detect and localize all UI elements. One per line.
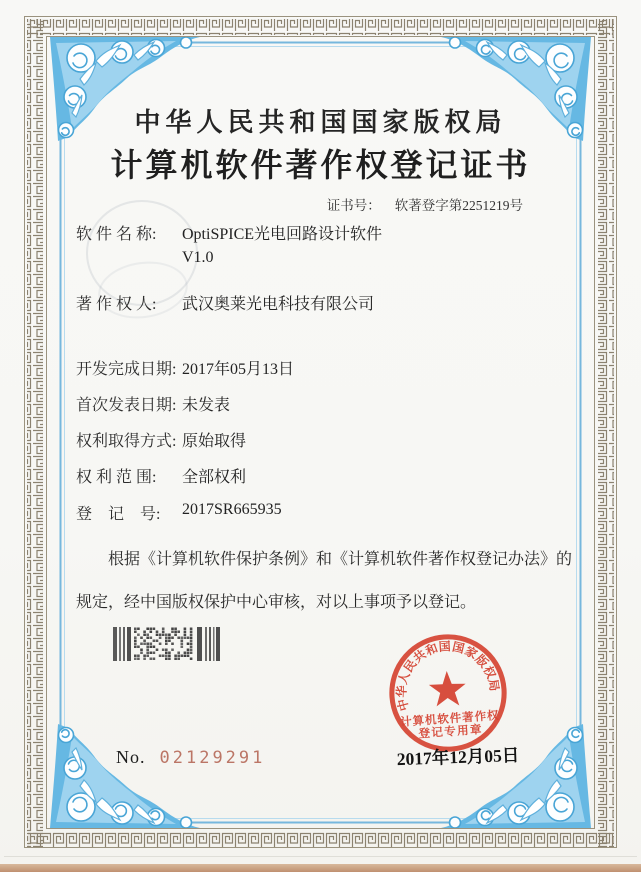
field-copyright-owner — [76, 291, 374, 314]
certificate-number-label: 证书号： — [326, 198, 381, 213]
field-acquisition-method — [76, 428, 246, 451]
statement-line-1: 根据《计算机软件保护条例》和《计算机软件著作权登记办法》的 — [108, 551, 573, 568]
field-label: 著 作 权 人: — [76, 296, 157, 313]
software-name-value: OptiSPICE光电回路设计软件 — [182, 226, 383, 243]
seal-text-line1: 计算机软件著作权 — [399, 709, 500, 729]
acquisition-method-value: 原始取得 — [182, 433, 247, 450]
barcode — [113, 627, 225, 661]
first-publication-value: 未发表 — [182, 397, 231, 414]
seal-text-line2: 登记专用章 — [418, 723, 484, 741]
completion-date-value: 2017年05月13日 — [182, 361, 295, 378]
field-label: 开发完成日期: — [76, 361, 177, 378]
field-label: 权 利 范 围: — [76, 469, 157, 486]
field-software-name — [76, 221, 382, 267]
star-icon — [427, 668, 470, 711]
certificate-number-value: 软著登字第2251219号 — [394, 198, 523, 213]
seal-date: 2017年12月05日 — [396, 744, 520, 770]
field-label: 权利取得方式: — [76, 433, 177, 450]
statement-line-2: 规定，经中国版权保护中心审核，对以上事项予以登记。 — [76, 594, 477, 611]
field-label: 软 件 名 称: — [76, 226, 157, 243]
registration-statement — [76, 546, 573, 612]
field-rights-scope — [76, 464, 246, 487]
serial-number-line — [116, 747, 265, 768]
serial-label: No. — [116, 747, 146, 767]
field-completion-date — [76, 356, 294, 379]
issuing-authority: 中华人民共和国国家版权局 — [134, 108, 507, 137]
software-version-value: V1.0 — [182, 249, 214, 266]
seal-ring-text: 中华人民共和国国家版权局 — [394, 639, 502, 713]
field-first-publication — [76, 392, 230, 415]
page-fold-line — [4, 856, 637, 857]
field-label: 登 记 号: — [76, 506, 161, 523]
certificate-number-line — [0, 194, 523, 214]
certificate-title: 计算机软件著作权登记证书 — [110, 147, 531, 183]
scan-edge — [0, 864, 641, 872]
corner-flourish-bottom-left — [50, 723, 200, 828]
registration-number-value: 2017SR665935 — [182, 501, 282, 518]
serial-number: 02129291 — [159, 748, 266, 768]
rights-scope-value: 全部权利 — [182, 469, 247, 486]
field-registration-number — [76, 501, 282, 524]
field-label: 首次发表日期: — [76, 397, 177, 414]
copyright-owner-value: 武汉奥莱光电科技有限公司 — [182, 296, 375, 313]
